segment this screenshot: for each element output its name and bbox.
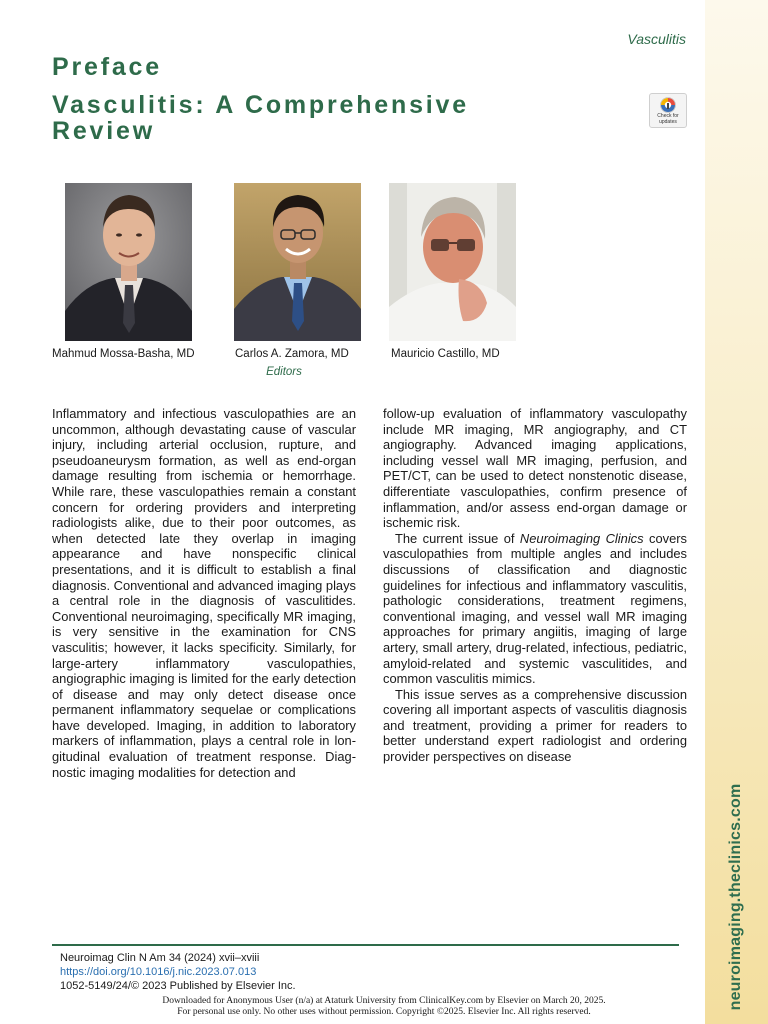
download-notice: Downloaded for Anonymous User (n/a) at Ataturk University from ClinicalKey.com by Elsevier on March 20, 2025. bbox=[162, 996, 606, 1006]
body-paragraph-4: This issue serves as a comprehensive discussion covering all important aspects of vasculitis diagnosis and treatment, providing a primer for readers to better understand expert radiologist and ordering provider perspectives on disease bbox=[383, 686, 687, 765]
body-paragraph-1: Inflammatory and infectious vasculopathies are an uncommon, although devastating cause of vascular injury, including arterial occlusion, rupture, and pseudoaneurysm formation, as well as end-organ damage resulting from ischemia or hemorrhage. While rare, these vasculopathies remain a constant concern for ordering providers and interpreting radiologists alike, due to their poor outcomes, as when detected late they overlap in imaging appearance and have nonspecific clinical presentations, and it is difficult to establish a final diagnosis. Conventional and advanced imaging plays a central role in the diagnosis of vasculitides. Conventional neuroimaging, specifically MR imaging, is very sensitive in the examination for CNS vasculitis; however, it lacks specificity. Similarly, for large-artery inflammatory vasculopathies, angiographic imaging is limited for the early detection of disease and may only detect disease once permanent inflammatory sequelae or complications have developed. Imaging, in addition to laboratory markers of inflammation, plays a central role in longitudinal evaluation of treatment response. Diagnostic imaging modalities for detection and bbox=[52, 406, 356, 780]
journal-name: Neuroimaging Clinics bbox=[519, 530, 644, 546]
editor-name-mossa-basha: Mahmud Mossa-Basha, MD bbox=[52, 348, 195, 360]
citation: Neuroimag Clin N Am 34 (2024) xvii–xviii bbox=[60, 952, 260, 964]
usage-notice: For personal use only. No other uses without permission. Copyright ©2025. Elsevier Inc. All rights reserved. bbox=[177, 1007, 591, 1017]
article-title-line-1: Vasculitis: A Comprehensive bbox=[52, 91, 469, 119]
check-for-updates-button[interactable] bbox=[649, 93, 687, 128]
editor-photo-castillo bbox=[389, 183, 516, 341]
editors-label: Editors bbox=[266, 366, 302, 378]
body-paragraph-3 bbox=[383, 531, 687, 687]
doi-link[interactable]: https://doi.org/10.1016/j.nic.2023.07.013 bbox=[60, 966, 257, 978]
check-for-updates-label: Check for updates bbox=[657, 113, 679, 125]
editor-photo-zamora bbox=[234, 183, 361, 341]
editor-name-castillo: Mauricio Castillo, MD bbox=[391, 348, 500, 360]
paragraph-3-rest: covers vasculopathies from multiple angles and includes discussions of classification and diagnostic guidelines for infectious and inflammatory vasculitis, pathologic considerations, treatment regimens, conventional imaging, and vessel wall MR imaging approaches for primary angiitis, imaging of large artery, small artery, drug-related, infectious, pediatric, amyloid-related and systemic vasculitides, and common vasculitis mimics. bbox=[383, 530, 687, 687]
body-column-left bbox=[52, 406, 356, 780]
article-title-line-2: Review bbox=[52, 117, 155, 145]
paragraph-3-intro: The current issue of bbox=[395, 530, 520, 546]
preface-heading: Preface bbox=[52, 53, 162, 81]
issn-copyright: 1052-5149/24/© 2023 Published by Elsevier Inc. bbox=[60, 980, 296, 992]
journal-url[interactable]: neuroimaging.theclinics.com bbox=[727, 783, 744, 1011]
crossmark-icon bbox=[658, 96, 678, 114]
body-paragraph-2: follow-up evaluation of inflammatory vasculopathy include MR imaging, MR angiography, and CT angiography. Advanced imaging applications, including vessel wall MR imaging, perfusion, and PET/CT, can be used to detect nonstenotic disease, differentiate vasculopathies, confirm presence of inflammation, and/or assess end-organ damage or ischemic risk. bbox=[383, 406, 687, 531]
editor-photo-mossa-basha bbox=[65, 183, 192, 341]
editor-name-zamora: Carlos A. Zamora, MD bbox=[235, 348, 349, 360]
section-label: Vasculitis bbox=[627, 31, 686, 47]
body-column-right bbox=[383, 406, 687, 765]
footer-divider bbox=[52, 944, 679, 946]
